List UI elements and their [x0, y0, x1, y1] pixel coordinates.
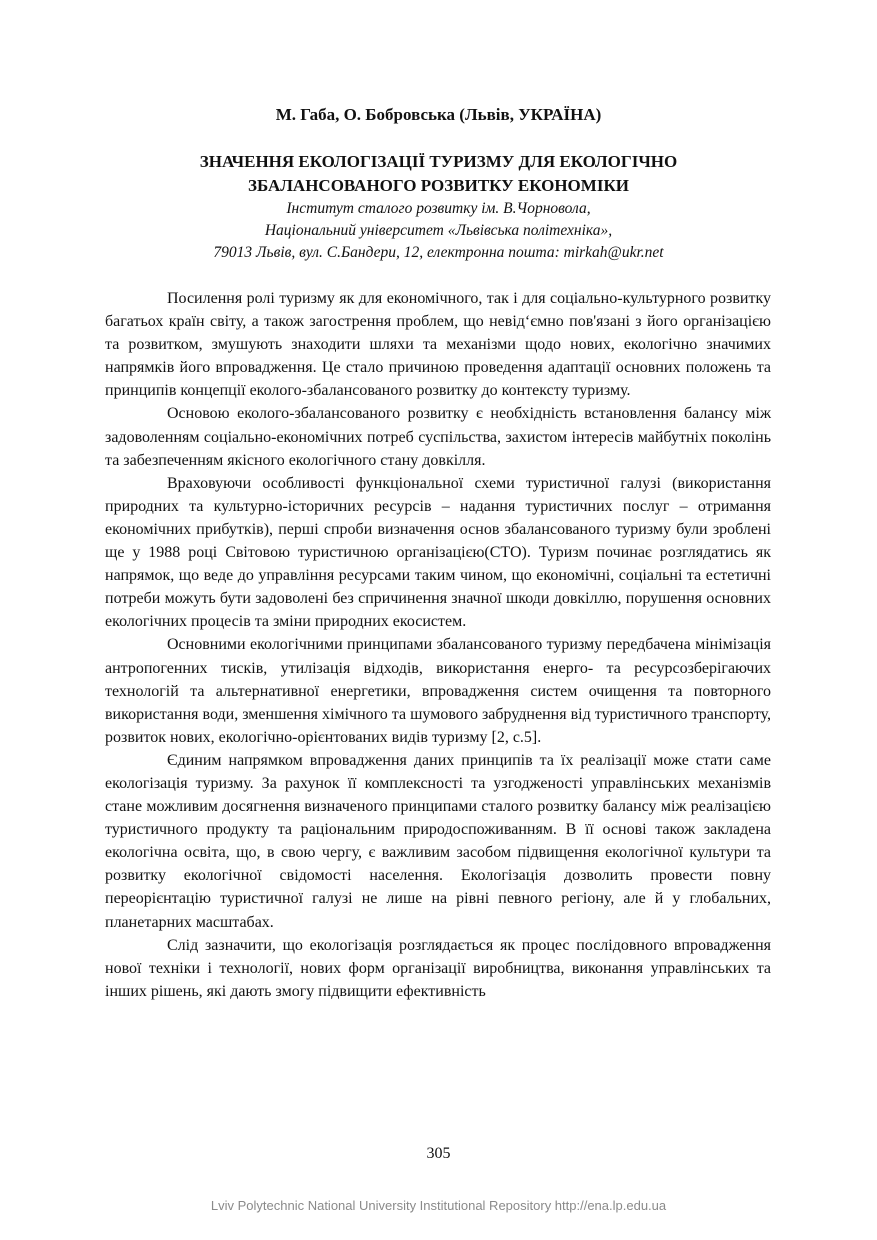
authors-line: М. Габа, О. Бобровська (Львів, УКРАЇНА)	[275, 105, 602, 124]
paragraph: Враховуючи особливості функціональної схеми туристичної галузі (використання природних та культурно-історичних ресурсів – надання туристичних послуг – отримання економічних прибутків), перші спроби визначення основ збалансованого туризму були зроблені ще у 1988 році Світовою туристичною організацією(СТО). Туризм починає розглядатись як напрямок, що веде до управління ресурсами таким чином, що економічні, соціальні та естетичні потреби можуть бути задоволені без спричинення значної шкоди довкіллю, порушення основних екологічних процесів та зміни природних екосистем.	[105, 474, 771, 631]
affiliation-line: Національний університет «Львівська політехніка»,	[264, 222, 613, 239]
affiliation-line: Інститут сталого розвитку ім. В.Чорновола,	[286, 200, 591, 217]
body-text	[105, 287, 771, 1003]
paragraph: Єдиним напрямком впровадження даних принципів та їх реалізації може стати саме екологізація туризму. За рахунок її комплексності та узгодженості управлінських механізмів стане можливим досягнення визначеного принципами сталого розвитку балансу між реалізацією туристичного продукту та раціональним природоспоживанням. В її основі також закладена екологічна освіта, що, в свою чергу, є важливим засобом підвищення екологічної культури та розвитку екологічної свідомості населення. Екологізація дозволить провести повну переорієнтацію туристичної галузі не лише на рівні певного регіону, але й у глобальних, планетарних масштабах.	[105, 751, 771, 931]
affiliation-line: 79013 Львів, вул. С.Бандери, 12, електронна пошта: mirkah@ukr.net	[213, 244, 664, 261]
title-line: ЗНАЧЕННЯ ЕКОЛОГІЗАЦІЇ ТУРИЗМУ ДЛЯ ЕКОЛОГІЧНО	[199, 152, 678, 171]
page-number: 305	[426, 1145, 451, 1162]
affiliation	[0, 198, 877, 264]
paragraph: Слід зазначити, що екологізація розглядається як процес послідовного впровадження нової техніки і технології, нових форм організації виробництва, виконання управлінських та інших рішень, які дають змогу підвищити ефективність	[105, 936, 771, 1000]
paragraph: Основою еколого-збалансованого розвитку є необхідність встановлення балансу між задоволенням соціально-економічних потреб суспільства, захистом інтересів майбутніх поколінь та забезпеченням якісного екологічного стану довкілля.	[105, 405, 771, 469]
paragraph: Основними екологічними принципами збалансованого туризму передбачена мінімізація антропогенних тисків, утилізація відходів, використання енерго- та ресурсозберігаючих технологій та альтернативної енергетики, впровадження систем очищення та повторного використання води, зменшення хімічного та шумового забруднення від туристичного транспорту, розвиток нових, екологічно-орієнтованих видів туризму [2, с.5].	[105, 636, 771, 746]
paper-title	[0, 150, 877, 198]
paragraph: Посилення ролі туризму як для економічного, так і для соціально-культурного розвитку багатьох країн світу, а також загострення проблем, що невід‘ємно пов'язані з його організацією та розвитком, змушують знаходити шляхи та механізми щодо нових, екологічно значимих напрямків його впровадження. Це стало причиною проведення адаптації основних положень та принципів концепції еколого-збалансованого розвитку до контексту туризму.	[105, 290, 771, 400]
repository-footer: Lviv Polytechnic National University Institutional Repository http://ena.lp.edu.ua	[210, 1198, 667, 1213]
title-line: ЗБАЛАНСОВАНОГО РОЗВИТКУ ЕКОНОМІКИ	[247, 176, 629, 195]
